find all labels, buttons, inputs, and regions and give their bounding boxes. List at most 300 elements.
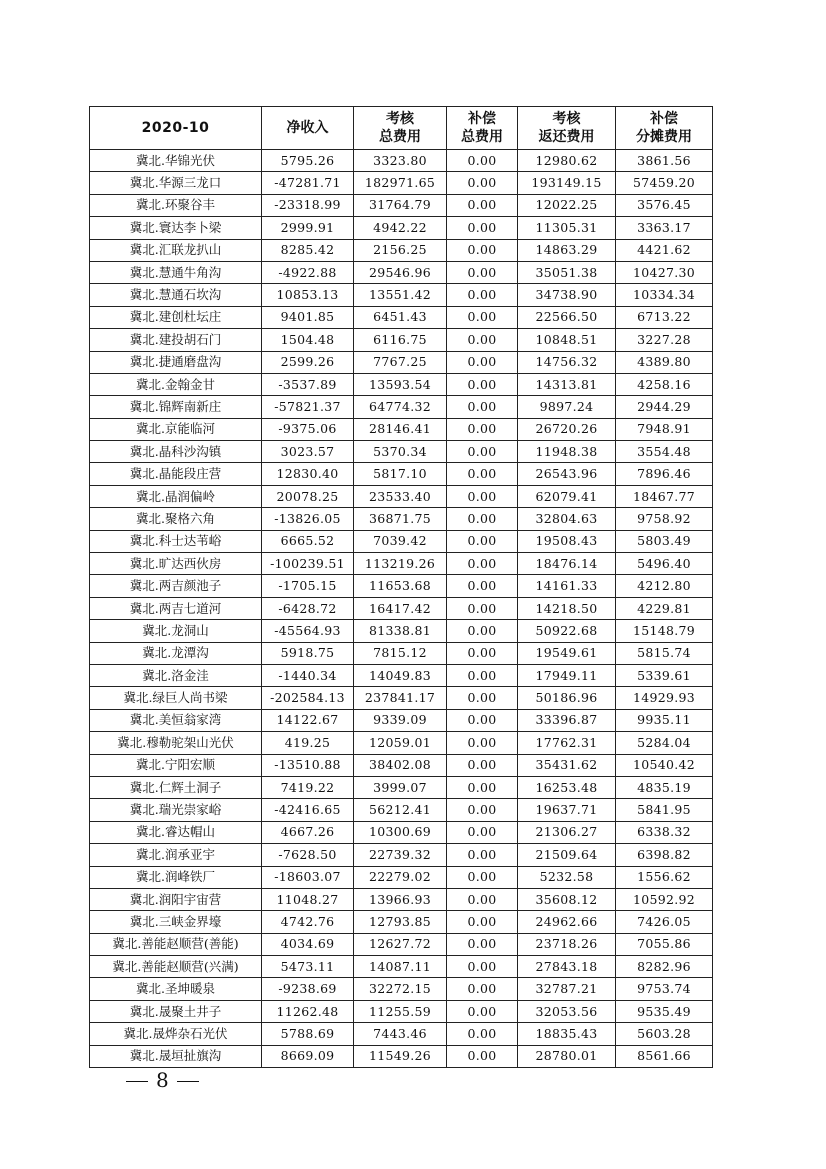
- comp-share-cell: 15148.79: [616, 620, 713, 642]
- assess-total-cell: 237841.17: [354, 687, 447, 709]
- comp-total-cell: 0.00: [447, 956, 518, 978]
- comp-share-cell: 7896.46: [616, 463, 713, 485]
- net-income-cell: 20078.25: [262, 485, 354, 507]
- comp-total-cell: 0.00: [447, 1000, 518, 1022]
- table-row: [90, 575, 713, 597]
- station-name-cell: 冀北.三峡金界壕: [90, 911, 262, 933]
- net-income-cell: 2599.26: [262, 351, 354, 373]
- assess-total-cell: 7815.12: [354, 642, 447, 664]
- table-row: [90, 620, 713, 642]
- net-income-cell: 5788.69: [262, 1023, 354, 1045]
- header-period: 2020-10: [90, 107, 262, 150]
- assess-total-cell: 6116.75: [354, 329, 447, 351]
- assess-total-cell: 31764.79: [354, 194, 447, 216]
- comp-share-cell: 7055.86: [616, 933, 713, 955]
- table-row: [90, 463, 713, 485]
- net-income-cell: -13510.88: [262, 754, 354, 776]
- table-row: [90, 306, 713, 328]
- net-income-cell: -1440.34: [262, 664, 354, 686]
- net-income-cell: -1705.15: [262, 575, 354, 597]
- assess-total-cell: 6451.43: [354, 306, 447, 328]
- station-name-cell: 冀北.聚格六角: [90, 508, 262, 530]
- fee-table: [89, 106, 713, 1068]
- station-name-cell: 冀北.穆勒驼架山光伏: [90, 732, 262, 754]
- comp-total-cell: 0.00: [447, 485, 518, 507]
- assess-return-cell: 35608.12: [518, 888, 616, 910]
- station-name-cell: 冀北.龙潭沟: [90, 642, 262, 664]
- table-row: [90, 441, 713, 463]
- assess-total-cell: 11255.59: [354, 1000, 447, 1022]
- comp-share-cell: 3576.45: [616, 194, 713, 216]
- station-name-cell: 冀北.环聚谷丰: [90, 194, 262, 216]
- comp-total-cell: 0.00: [447, 597, 518, 619]
- assess-total-cell: 36871.75: [354, 508, 447, 530]
- station-name-cell: 冀北.晶科沙沟镇: [90, 441, 262, 463]
- station-name-cell: 冀北.捷通磨盘沟: [90, 351, 262, 373]
- station-name-cell: 冀北.晶能段庄营: [90, 463, 262, 485]
- station-name-cell: 冀北.两吉颜池子: [90, 575, 262, 597]
- table-row: [90, 373, 713, 395]
- comp-total-cell: 0.00: [447, 463, 518, 485]
- table-row: [90, 1000, 713, 1022]
- assess-total-cell: 9339.09: [354, 709, 447, 731]
- station-name-cell: 冀北.晟烨杂石光伏: [90, 1023, 262, 1045]
- assess-return-cell: 12980.62: [518, 150, 616, 172]
- assess-total-cell: 32272.15: [354, 978, 447, 1000]
- assess-total-cell: 5817.10: [354, 463, 447, 485]
- station-name-cell: 冀北.旷达西伙房: [90, 553, 262, 575]
- assess-total-cell: 12059.01: [354, 732, 447, 754]
- station-name-cell: 冀北.建创杜坛庄: [90, 306, 262, 328]
- comp-total-cell: 0.00: [447, 911, 518, 933]
- assess-total-cell: 4942.22: [354, 217, 447, 239]
- assess-total-cell: 64774.32: [354, 396, 447, 418]
- comp-share-cell: 5815.74: [616, 642, 713, 664]
- comp-total-cell: 0.00: [447, 754, 518, 776]
- table-row: [90, 284, 713, 306]
- net-income-cell: 5918.75: [262, 642, 354, 664]
- comp-total-cell: 0.00: [447, 553, 518, 575]
- table-row: [90, 978, 713, 1000]
- comp-share-cell: 4389.80: [616, 351, 713, 373]
- comp-total-cell: 0.00: [447, 150, 518, 172]
- comp-total-cell: 0.00: [447, 418, 518, 440]
- station-name-cell: 冀北.润峰铁厂: [90, 866, 262, 888]
- comp-total-cell: 0.00: [447, 284, 518, 306]
- net-income-cell: 8669.09: [262, 1045, 354, 1067]
- net-income-cell: -45564.93: [262, 620, 354, 642]
- station-name-cell: 冀北.晟垣扯旗沟: [90, 1045, 262, 1067]
- comp-total-cell: 0.00: [447, 664, 518, 686]
- table-row: [90, 597, 713, 619]
- assess-return-cell: 23718.26: [518, 933, 616, 955]
- assess-total-cell: 3323.80: [354, 150, 447, 172]
- table-row: [90, 396, 713, 418]
- station-name-cell: 冀北.善能赵顺营(善能): [90, 933, 262, 955]
- assess-total-cell: 2156.25: [354, 239, 447, 261]
- assess-return-cell: 34738.90: [518, 284, 616, 306]
- page-footer: [118, 1068, 207, 1092]
- table-row: [90, 239, 713, 261]
- station-name-cell: 冀北.绿巨人尚书梁: [90, 687, 262, 709]
- assess-return-cell: 21306.27: [518, 821, 616, 843]
- assess-total-cell: 11549.26: [354, 1045, 447, 1067]
- assess-total-cell: 10300.69: [354, 821, 447, 843]
- net-income-cell: -18603.07: [262, 866, 354, 888]
- comp-total-cell: 0.00: [447, 441, 518, 463]
- table-row: [90, 799, 713, 821]
- station-name-cell: 冀北.寰达李卜梁: [90, 217, 262, 239]
- table-row: [90, 1045, 713, 1067]
- assess-total-cell: 7039.42: [354, 530, 447, 552]
- assess-return-cell: 22566.50: [518, 306, 616, 328]
- assess-return-cell: 12022.25: [518, 194, 616, 216]
- net-income-cell: 8285.42: [262, 239, 354, 261]
- header-assess-total-line1: 考核: [386, 111, 414, 127]
- assess-total-cell: 113219.26: [354, 553, 447, 575]
- assess-total-cell: 23533.40: [354, 485, 447, 507]
- assess-total-cell: 56212.41: [354, 799, 447, 821]
- footer-dash-right: [177, 1081, 199, 1083]
- comp-share-cell: 10592.92: [616, 888, 713, 910]
- table-row: [90, 351, 713, 373]
- table-row: [90, 687, 713, 709]
- station-name-cell: 冀北.金翰金甘: [90, 373, 262, 395]
- assess-total-cell: 29546.96: [354, 261, 447, 283]
- comp-share-cell: 5803.49: [616, 530, 713, 552]
- assess-total-cell: 11653.68: [354, 575, 447, 597]
- assess-return-cell: 17762.31: [518, 732, 616, 754]
- comp-total-cell: 0.00: [447, 799, 518, 821]
- net-income-cell: -57821.37: [262, 396, 354, 418]
- net-income-cell: -100239.51: [262, 553, 354, 575]
- header-assess-return-line2: 返还费用: [538, 129, 595, 145]
- comp-share-cell: 10540.42: [616, 754, 713, 776]
- comp-total-cell: 0.00: [447, 373, 518, 395]
- net-income-cell: -7628.50: [262, 844, 354, 866]
- comp-total-cell: 0.00: [447, 1045, 518, 1067]
- station-name-cell: 冀北.龙洞山: [90, 620, 262, 642]
- comp-total-cell: 0.00: [447, 239, 518, 261]
- comp-total-cell: 0.00: [447, 642, 518, 664]
- comp-share-cell: 7948.91: [616, 418, 713, 440]
- comp-share-cell: 5841.95: [616, 799, 713, 821]
- assess-total-cell: 12793.85: [354, 911, 447, 933]
- table-row: [90, 485, 713, 507]
- assess-return-cell: 18835.43: [518, 1023, 616, 1045]
- table-row: [90, 261, 713, 283]
- comp-share-cell: 4212.80: [616, 575, 713, 597]
- assess-total-cell: 13966.93: [354, 888, 447, 910]
- table-row: [90, 664, 713, 686]
- comp-share-cell: 8561.66: [616, 1045, 713, 1067]
- station-name-cell: 冀北.锦辉南新庄: [90, 396, 262, 418]
- comp-share-cell: 6398.82: [616, 844, 713, 866]
- net-income-cell: 6665.52: [262, 530, 354, 552]
- assess-total-cell: 38402.08: [354, 754, 447, 776]
- assess-return-cell: 50186.96: [518, 687, 616, 709]
- table-row: [90, 1023, 713, 1045]
- header-assess-total-line2: 总费用: [379, 129, 421, 145]
- comp-total-cell: 0.00: [447, 575, 518, 597]
- table-row: [90, 933, 713, 955]
- assess-total-cell: 5370.34: [354, 441, 447, 463]
- assess-return-cell: 35431.62: [518, 754, 616, 776]
- assess-return-cell: 62079.41: [518, 485, 616, 507]
- comp-share-cell: 18467.77: [616, 485, 713, 507]
- assess-total-cell: 81338.81: [354, 620, 447, 642]
- table-row: [90, 508, 713, 530]
- header-assess-return: [518, 107, 616, 150]
- comp-share-cell: 3363.17: [616, 217, 713, 239]
- table-row: [90, 172, 713, 194]
- header-comp-share-line2: 分摊费用: [636, 129, 692, 145]
- station-name-cell: 冀北.汇联龙扒山: [90, 239, 262, 261]
- comp-total-cell: 0.00: [447, 306, 518, 328]
- net-income-cell: -6428.72: [262, 597, 354, 619]
- net-income-cell: 2999.91: [262, 217, 354, 239]
- header-assess-return-line1: 考核: [552, 111, 581, 127]
- table-row: [90, 530, 713, 552]
- station-name-cell: 冀北.慧通牛角沟: [90, 261, 262, 283]
- comp-total-cell: 0.00: [447, 194, 518, 216]
- assess-total-cell: 13593.54: [354, 373, 447, 395]
- comp-total-cell: 0.00: [447, 821, 518, 843]
- assess-return-cell: 32787.21: [518, 978, 616, 1000]
- comp-share-cell: 9758.92: [616, 508, 713, 530]
- assess-return-cell: 14218.50: [518, 597, 616, 619]
- assess-total-cell: 14049.83: [354, 664, 447, 686]
- comp-total-cell: 0.00: [447, 709, 518, 731]
- comp-share-cell: 57459.20: [616, 172, 713, 194]
- table-row: [90, 754, 713, 776]
- net-income-cell: 12830.40: [262, 463, 354, 485]
- table-row: [90, 844, 713, 866]
- table-row: [90, 642, 713, 664]
- comp-share-cell: 5603.28: [616, 1023, 713, 1045]
- net-income-cell: 11262.48: [262, 1000, 354, 1022]
- comp-share-cell: 4258.16: [616, 373, 713, 395]
- assess-return-cell: 24962.66: [518, 911, 616, 933]
- station-name-cell: 冀北.润阳宇宙营: [90, 888, 262, 910]
- comp-share-cell: 14929.93: [616, 687, 713, 709]
- table-row: [90, 150, 713, 172]
- comp-share-cell: 4835.19: [616, 776, 713, 798]
- table-row: [90, 553, 713, 575]
- assess-return-cell: 9897.24: [518, 396, 616, 418]
- net-income-cell: 4034.69: [262, 933, 354, 955]
- comp-share-cell: 3227.28: [616, 329, 713, 351]
- station-name-cell: 冀北.圣坤暖泉: [90, 978, 262, 1000]
- assess-total-cell: 7767.25: [354, 351, 447, 373]
- table-row: [90, 821, 713, 843]
- net-income-cell: -4922.88: [262, 261, 354, 283]
- assess-total-cell: 7443.46: [354, 1023, 447, 1045]
- table-row: [90, 866, 713, 888]
- table-row: [90, 709, 713, 731]
- net-income-cell: -42416.65: [262, 799, 354, 821]
- comp-total-cell: 0.00: [447, 172, 518, 194]
- comp-total-cell: 0.00: [447, 732, 518, 754]
- assess-total-cell: 182971.65: [354, 172, 447, 194]
- header-net-income: 净收入: [262, 107, 354, 150]
- comp-share-cell: 6713.22: [616, 306, 713, 328]
- comp-share-cell: 10427.30: [616, 261, 713, 283]
- net-income-cell: -202584.13: [262, 687, 354, 709]
- comp-share-cell: 8282.96: [616, 956, 713, 978]
- comp-share-cell: 4229.81: [616, 597, 713, 619]
- net-income-cell: 4667.26: [262, 821, 354, 843]
- assess-return-cell: 14313.81: [518, 373, 616, 395]
- comp-total-cell: 0.00: [447, 217, 518, 239]
- net-income-cell: 419.25: [262, 732, 354, 754]
- table-row: [90, 776, 713, 798]
- assess-return-cell: 16253.48: [518, 776, 616, 798]
- station-name-cell: 冀北.慧通石坎沟: [90, 284, 262, 306]
- comp-share-cell: 5496.40: [616, 553, 713, 575]
- assess-return-cell: 14863.29: [518, 239, 616, 261]
- comp-share-cell: 5284.04: [616, 732, 713, 754]
- assess-return-cell: 11948.38: [518, 441, 616, 463]
- comp-total-cell: 0.00: [447, 508, 518, 530]
- comp-total-cell: 0.00: [447, 1023, 518, 1045]
- station-name-cell: 冀北.宁阳宏顺: [90, 754, 262, 776]
- assess-return-cell: 28780.01: [518, 1045, 616, 1067]
- net-income-cell: 1504.48: [262, 329, 354, 351]
- comp-share-cell: 5339.61: [616, 664, 713, 686]
- assess-return-cell: 50922.68: [518, 620, 616, 642]
- assess-total-cell: 28146.41: [354, 418, 447, 440]
- net-income-cell: 14122.67: [262, 709, 354, 731]
- comp-share-cell: 7426.05: [616, 911, 713, 933]
- header-comp-share-line1: 补偿: [650, 111, 678, 127]
- header-comp-total-line1: 补偿: [468, 111, 496, 127]
- assess-return-cell: 5232.58: [518, 866, 616, 888]
- comp-total-cell: 0.00: [447, 844, 518, 866]
- assess-return-cell: 32804.63: [518, 508, 616, 530]
- assess-return-cell: 14756.32: [518, 351, 616, 373]
- assess-total-cell: 13551.42: [354, 284, 447, 306]
- header-assess-total: [354, 107, 447, 150]
- comp-total-cell: 0.00: [447, 351, 518, 373]
- comp-total-cell: 0.00: [447, 620, 518, 642]
- net-income-cell: 7419.22: [262, 776, 354, 798]
- station-name-cell: 冀北.华源三龙口: [90, 172, 262, 194]
- table-header: [90, 107, 713, 150]
- comp-share-cell: 9535.49: [616, 1000, 713, 1022]
- assess-total-cell: 12627.72: [354, 933, 447, 955]
- station-name-cell: 冀北.睿达帽山: [90, 821, 262, 843]
- station-name-cell: 冀北.润承亚宇: [90, 844, 262, 866]
- comp-total-cell: 0.00: [447, 866, 518, 888]
- net-income-cell: 11048.27: [262, 888, 354, 910]
- net-income-cell: 3023.57: [262, 441, 354, 463]
- net-income-cell: 10853.13: [262, 284, 354, 306]
- net-income-cell: 5795.26: [262, 150, 354, 172]
- comp-total-cell: 0.00: [447, 530, 518, 552]
- table-row: [90, 911, 713, 933]
- table-row: [90, 418, 713, 440]
- net-income-cell: -13826.05: [262, 508, 354, 530]
- table-row: [90, 329, 713, 351]
- station-name-cell: 冀北.两吉七道河: [90, 597, 262, 619]
- comp-share-cell: 9753.74: [616, 978, 713, 1000]
- station-name-cell: 冀北.科士达苇峪: [90, 530, 262, 552]
- page-number: 8: [156, 1068, 169, 1092]
- comp-total-cell: 0.00: [447, 776, 518, 798]
- station-name-cell: 冀北.建投胡石门: [90, 329, 262, 351]
- assess-return-cell: 17949.11: [518, 664, 616, 686]
- net-income-cell: -9375.06: [262, 418, 354, 440]
- comp-share-cell: 9935.11: [616, 709, 713, 731]
- comp-total-cell: 0.00: [447, 888, 518, 910]
- station-name-cell: 冀北.京能临河: [90, 418, 262, 440]
- net-income-cell: -3537.89: [262, 373, 354, 395]
- table-row: [90, 888, 713, 910]
- assess-return-cell: 35051.38: [518, 261, 616, 283]
- comp-total-cell: 0.00: [447, 978, 518, 1000]
- assess-return-cell: 11305.31: [518, 217, 616, 239]
- assess-total-cell: 14087.11: [354, 956, 447, 978]
- comp-total-cell: 0.00: [447, 261, 518, 283]
- header-comp-total-line2: 总费用: [461, 129, 503, 145]
- station-name-cell: 冀北.善能赵顺营(兴满): [90, 956, 262, 978]
- station-name-cell: 冀北.洛金洼: [90, 664, 262, 686]
- comp-total-cell: 0.00: [447, 933, 518, 955]
- comp-share-cell: 1556.62: [616, 866, 713, 888]
- station-name-cell: 冀北.美恒翁家湾: [90, 709, 262, 731]
- net-income-cell: 9401.85: [262, 306, 354, 328]
- assess-total-cell: 3999.07: [354, 776, 447, 798]
- header-comp-share: [616, 107, 713, 150]
- assess-return-cell: 19549.61: [518, 642, 616, 664]
- comp-share-cell: 6338.32: [616, 821, 713, 843]
- comp-total-cell: 0.00: [447, 329, 518, 351]
- comp-total-cell: 0.00: [447, 687, 518, 709]
- net-income-cell: 4742.76: [262, 911, 354, 933]
- comp-share-cell: 3861.56: [616, 150, 713, 172]
- assess-return-cell: 33396.87: [518, 709, 616, 731]
- header-comp-total: [447, 107, 518, 150]
- comp-share-cell: 4421.62: [616, 239, 713, 261]
- assess-total-cell: 16417.42: [354, 597, 447, 619]
- table-row: [90, 956, 713, 978]
- assess-return-cell: 26543.96: [518, 463, 616, 485]
- comp-total-cell: 0.00: [447, 396, 518, 418]
- assess-return-cell: 21509.64: [518, 844, 616, 866]
- assess-return-cell: 19508.43: [518, 530, 616, 552]
- table-row: [90, 194, 713, 216]
- table-row: [90, 217, 713, 239]
- assess-return-cell: 193149.15: [518, 172, 616, 194]
- station-name-cell: 冀北.仁辉土洞子: [90, 776, 262, 798]
- net-income-cell: 5473.11: [262, 956, 354, 978]
- station-name-cell: 冀北.华锦光伏: [90, 150, 262, 172]
- net-income-cell: -47281.71: [262, 172, 354, 194]
- table-row: [90, 732, 713, 754]
- assess-return-cell: 18476.14: [518, 553, 616, 575]
- comp-share-cell: 10334.34: [616, 284, 713, 306]
- net-income-cell: -9238.69: [262, 978, 354, 1000]
- table-body: [90, 150, 713, 1068]
- assess-return-cell: 14161.33: [518, 575, 616, 597]
- comp-share-cell: 2944.29: [616, 396, 713, 418]
- net-income-cell: -23318.99: [262, 194, 354, 216]
- assess-return-cell: 32053.56: [518, 1000, 616, 1022]
- assess-return-cell: 26720.26: [518, 418, 616, 440]
- footer-dash-left: [126, 1081, 148, 1083]
- assess-return-cell: 10848.51: [518, 329, 616, 351]
